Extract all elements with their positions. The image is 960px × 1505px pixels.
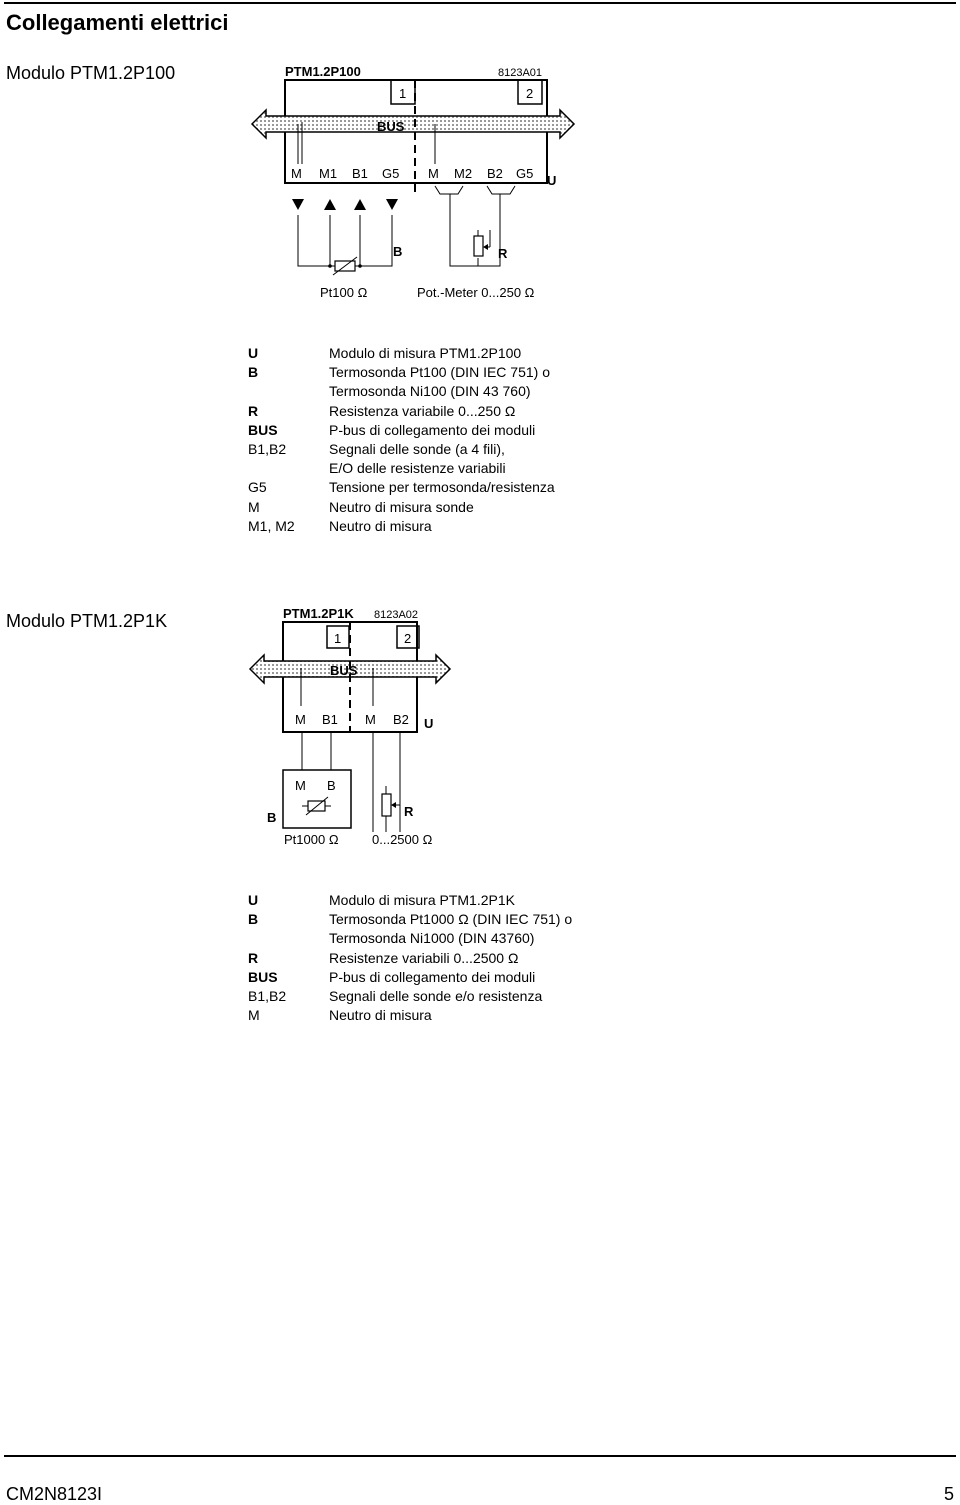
legend-key (248, 929, 329, 948)
legend-description: Termosonda Ni1000 (DIN 43760) (329, 930, 535, 947)
legend-key (248, 459, 329, 478)
legend-description: Resistenza variabile 0...250 Ω (329, 402, 516, 419)
legend-row (248, 929, 572, 948)
legend-row (248, 517, 555, 536)
slot2-label: 2 (526, 86, 534, 101)
page-number: 5 (943, 1484, 954, 1504)
legend-row (248, 987, 572, 1006)
legend-row (248, 421, 555, 440)
legend-key: R (248, 402, 259, 419)
sensor-b-letter: B (393, 244, 403, 259)
unit-label-2: U (424, 716, 434, 731)
legend-description: Resistenze variabili 0...2500 Ω (329, 949, 519, 966)
section2-heading: Modulo PTM1.2P1K (6, 611, 168, 631)
diagram-code-label-2: 8123A02 (374, 609, 419, 621)
unit-label: U (547, 173, 557, 188)
legend-key: M (248, 1007, 260, 1024)
legend-section2 (248, 891, 572, 1025)
legend-row (248, 498, 555, 517)
legend-key: R (248, 949, 259, 966)
bus-label-2: BUS (330, 663, 358, 678)
legend-key: B (248, 911, 259, 928)
legend-description: Tensione per termosonda/resistenza (329, 479, 555, 496)
sensor-label: Pt100 Ω (320, 285, 368, 300)
legend-row (248, 363, 555, 382)
legend-description: P-bus di collegamento dei moduli (329, 968, 536, 985)
legend-description: Neutro di misura (329, 1007, 432, 1024)
diagram-code-label: 8123A01 (498, 67, 543, 79)
terminal-g5-left: G5 (382, 166, 400, 181)
legend-description: Termosonda Pt100 (DIN IEC 751) o (329, 364, 550, 381)
terminal-b2-2: B2 (393, 712, 409, 727)
terminal-m2: M2 (454, 166, 473, 181)
terminal-m-left: M (291, 166, 302, 181)
legend-key: U (248, 892, 259, 908)
legend-key: M1, M2 (248, 517, 295, 534)
legend-key: M (248, 498, 260, 515)
sensor-label-2: Pt1000 Ω (284, 832, 339, 847)
page-title: Collegamenti elettrici (6, 10, 229, 35)
legend-description: Termosonda Ni100 (DIN 43 760) (329, 383, 531, 400)
footer-rule (4, 1455, 956, 1457)
pot-label: Pot.-Meter 0...250 Ω (417, 285, 535, 300)
legend-row (248, 402, 555, 421)
legend-key: B1,B2 (248, 441, 287, 458)
legend-description: Neutro di misura (329, 517, 432, 534)
legend-row (248, 1006, 572, 1025)
sensor-b-letter-2: B (267, 810, 277, 825)
legend-key: B1,B2 (248, 988, 287, 1005)
legend-row (248, 891, 572, 910)
section1-heading: Modulo PTM1.2P100 (6, 63, 176, 83)
legend-description: Neutro di misura sonde (329, 498, 474, 515)
bus-label: BUS (377, 119, 405, 134)
module-name-label: PTM1.2P100 (285, 64, 361, 79)
legend-row (248, 440, 555, 459)
legend-key: U (248, 345, 259, 361)
terminal-m-right: M (428, 166, 439, 181)
legend-description: Modulo di misura PTM1.2P100 (329, 345, 522, 361)
doc-code: CM2N8123I (6, 1484, 103, 1504)
legend-key (248, 382, 329, 401)
slot1-label-2: 1 (334, 631, 342, 646)
legend-description: E/O delle resistenze variabili (329, 460, 506, 477)
legend-row (248, 344, 555, 363)
legend-row (248, 968, 572, 987)
legend-key: BUS (248, 421, 278, 438)
slot2-label-2: 2 (404, 631, 412, 646)
legend-description: Segnali delle sonde e/o resistenza (329, 988, 543, 1005)
resistor-r-letter-2: R (404, 804, 414, 819)
box-terminal-b: B (327, 778, 336, 793)
legend-row (248, 949, 572, 968)
box-terminal-m: M (295, 778, 306, 793)
terminal-m-2: M (365, 712, 376, 727)
terminal-g5-right: G5 (516, 166, 534, 181)
terminal-b1-2: B1 (322, 712, 338, 727)
wiring-diagram-ptm12p100 (0, 0, 960, 320)
legend-description: Segnali delle sonde (a 4 fili), (329, 441, 505, 458)
pot-label-2: 0...2500 Ω (372, 832, 433, 847)
legend-row (248, 478, 555, 497)
legend-key: G5 (248, 479, 267, 496)
legend-row (248, 459, 555, 478)
resistor-r-letter: R (498, 246, 508, 261)
legend-key: B (248, 364, 259, 381)
wiring-diagram-ptm12p1k (0, 596, 960, 856)
terminal-m1: M1 (319, 166, 338, 181)
legend-description: Termosonda Pt1000 Ω (DIN IEC 751) o (329, 911, 573, 928)
legend-description: Modulo di misura PTM1.2P1K (329, 892, 515, 908)
terminal-m-1: M (295, 712, 306, 727)
legend-row (248, 382, 555, 401)
legend-description: P-bus di collegamento dei moduli (329, 421, 536, 438)
module-name-label-2: PTM1.2P1K (283, 606, 354, 621)
legend-key: BUS (248, 968, 278, 985)
legend-section1 (248, 344, 555, 536)
slot1-label: 1 (399, 86, 407, 101)
terminal-b1: B1 (352, 166, 368, 181)
legend-row (248, 910, 572, 929)
terminal-b2: B2 (487, 166, 503, 181)
